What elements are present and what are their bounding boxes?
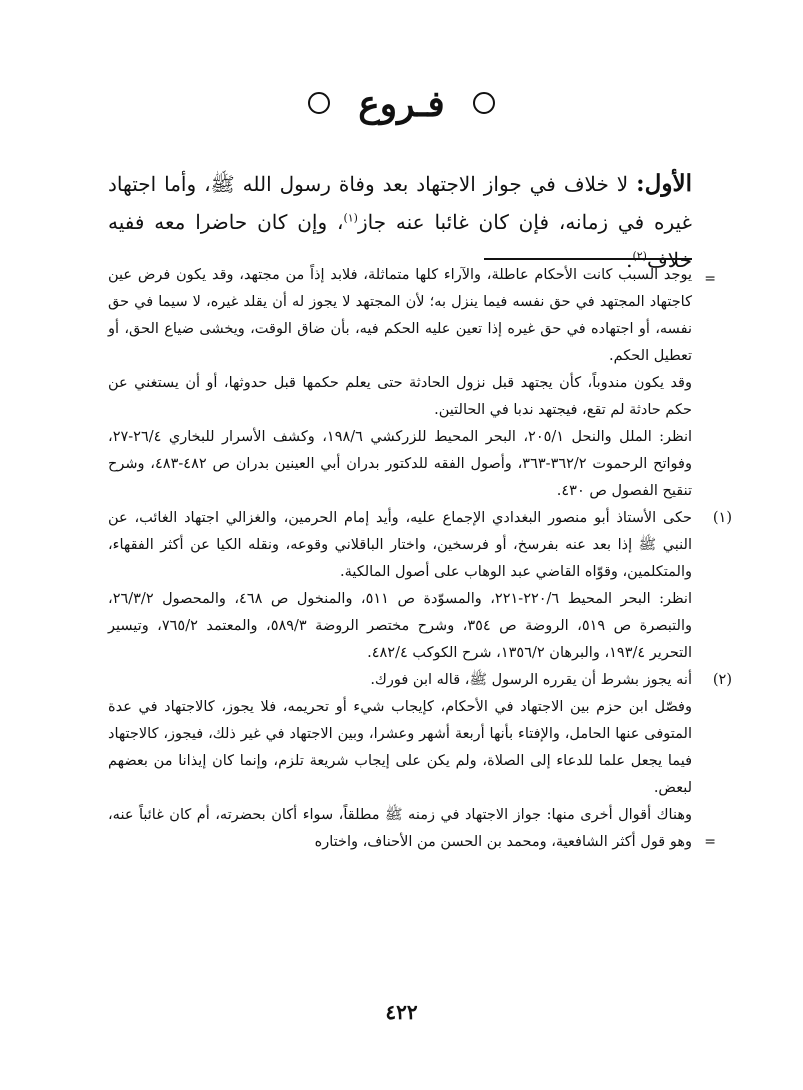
footnote-2 — [108, 667, 732, 856]
footnote-divider — [484, 258, 692, 260]
continuation-mark: = — [704, 834, 716, 850]
footnote-ref-2[interactable]: (٢) — [632, 249, 647, 263]
footnote-1 — [108, 505, 732, 667]
footnote-continuation — [108, 262, 716, 505]
footnote-line: أنه يجوز بشرط أن يقرره الرسول ﷺ، قاله ابن فورك. — [370, 672, 692, 688]
circle-ornament-icon — [473, 92, 495, 114]
footnote-line: حكى الأستاذ أبو منصور البغدادي الإجماع عليه، وأيد إمام الحرمين، والغزالي اجتهاد الغائب، عن النبي ﷺ إذا بعد عنه بفرسخ، أو فرسخين، واختار الباقلاني وقوعه، ونقله الكيا عن أكثر الفقهاء، والمتكلمين، وقوّاه القاضي عبد الوهاب على أصول المالكية. — [108, 510, 692, 580]
footnote-number: (١) — [712, 510, 732, 526]
paragraph-text: لا خلاف في جواز الاجتهاد بعد وفاة رسول الله ﷺ، وأما اجتهاد غيره في زمانه، فإن كان غائبا عنه جاز — [108, 172, 693, 234]
footnotes — [108, 262, 732, 856]
footnote-line: يوجد السبب كانت الأحكام عاطلة، والآراء كلها متماثلة، فلابد إذاً من مجتهد، وقد يكون فرض عين كاجتهاد المجتهد في حق نفسه فيما ينزل به؛ لأن المجتهد لا يجوز له أن يقلد غيره، لا سيما في حق نفسه، أو اجتهاده في حق غيره إذا تعين عليه الحكم فيه، بأن ضاق الوقت، ويخشى ضياع الحق، أو تعطيل الحكم. — [108, 267, 692, 364]
paragraph-text-mid: ، وإن كان حاضرا معه ففيه خلاف — [108, 210, 692, 272]
paragraph-lead: الأول: — [636, 170, 692, 197]
continuation-mark: = — [704, 271, 716, 287]
footnote-number: (٢) — [712, 672, 732, 688]
section-heading — [0, 82, 803, 126]
footnote-line: انظر: الملل والنحل ٢٠٥/١، البحر المحيط للزركشي ١٩٨/٦، وكشف الأسرار للبخاري ٢٦/٤-٢٧، وفواتح الرحموت ٣٦٢/٢-٣٦٣، وأصول الفقه للدكتور بدران أبي العينين بدران ص ٤٨٢-٤٨٣، وشرح تنقيح الفصول ص ٤٣٠. — [108, 429, 693, 499]
footnote-ref-1[interactable]: (١) — [343, 211, 358, 225]
footnote-line: وهناك أقوال أخرى منها: جواز الاجتهاد في زمنه ﷺ مطلقاً، سواء أكان بحضرته، أم كان غائباً عنه، وهو قول أكثر الشافعية، ومحمد بن الحسن من الأحناف، واختاره — [108, 807, 692, 850]
footnote-line: وفصّل ابن حزم بين الاجتهاد في الأحكام، كإيجاب شيء أو تحريمه، فلا يجوز، كالاجتهاد في عدة المتوفى عنها الحامل، والإفتاء بأنها أربعة أشهر وعشرا، وبين الاجتهاد في غير ذلك، فيجوز، كالاجتهاد فيما يجعل علما للدعاء إلى الصلاة، ولم يكن على إيجاب شريعة تلزم، وإنما كان إيذانا من بعضهم لبعض. — [108, 699, 692, 796]
heading-title: فـروع — [358, 83, 445, 125]
circle-ornament-icon — [308, 92, 330, 114]
footnote-line: انظر: البحر المحيط ٢٢٠/٦-٢٢١، والمسوّدة ص ٥١١، والمنخول ص ٤٦٨، والمحصول ٢٦/٣/٢، والتبصرة ص ٥١٩، الروضة ص ٣٥٤، وشرح مختصر الروضة ٥٨٩/٣، والمعتمد ٧٦٥/٢، وتيسير التحرير ١٩٣/٤، والبرهان ١٣٥٦/٢، شرح الكوكب ٤٨٢/٤. — [108, 591, 692, 661]
page-number: ٤٢٢ — [385, 1000, 418, 1024]
footnote-line: وقد يكون مندوباً، كأن يجتهد قبل نزول الحادثة حتى يعلم حكمها قبل حدوثها، أو أن يستغني عن حكم حادثة لم تقع، فيجتهد ندبا في الحالتين. — [108, 375, 692, 418]
paragraph-end: . — [626, 248, 633, 272]
